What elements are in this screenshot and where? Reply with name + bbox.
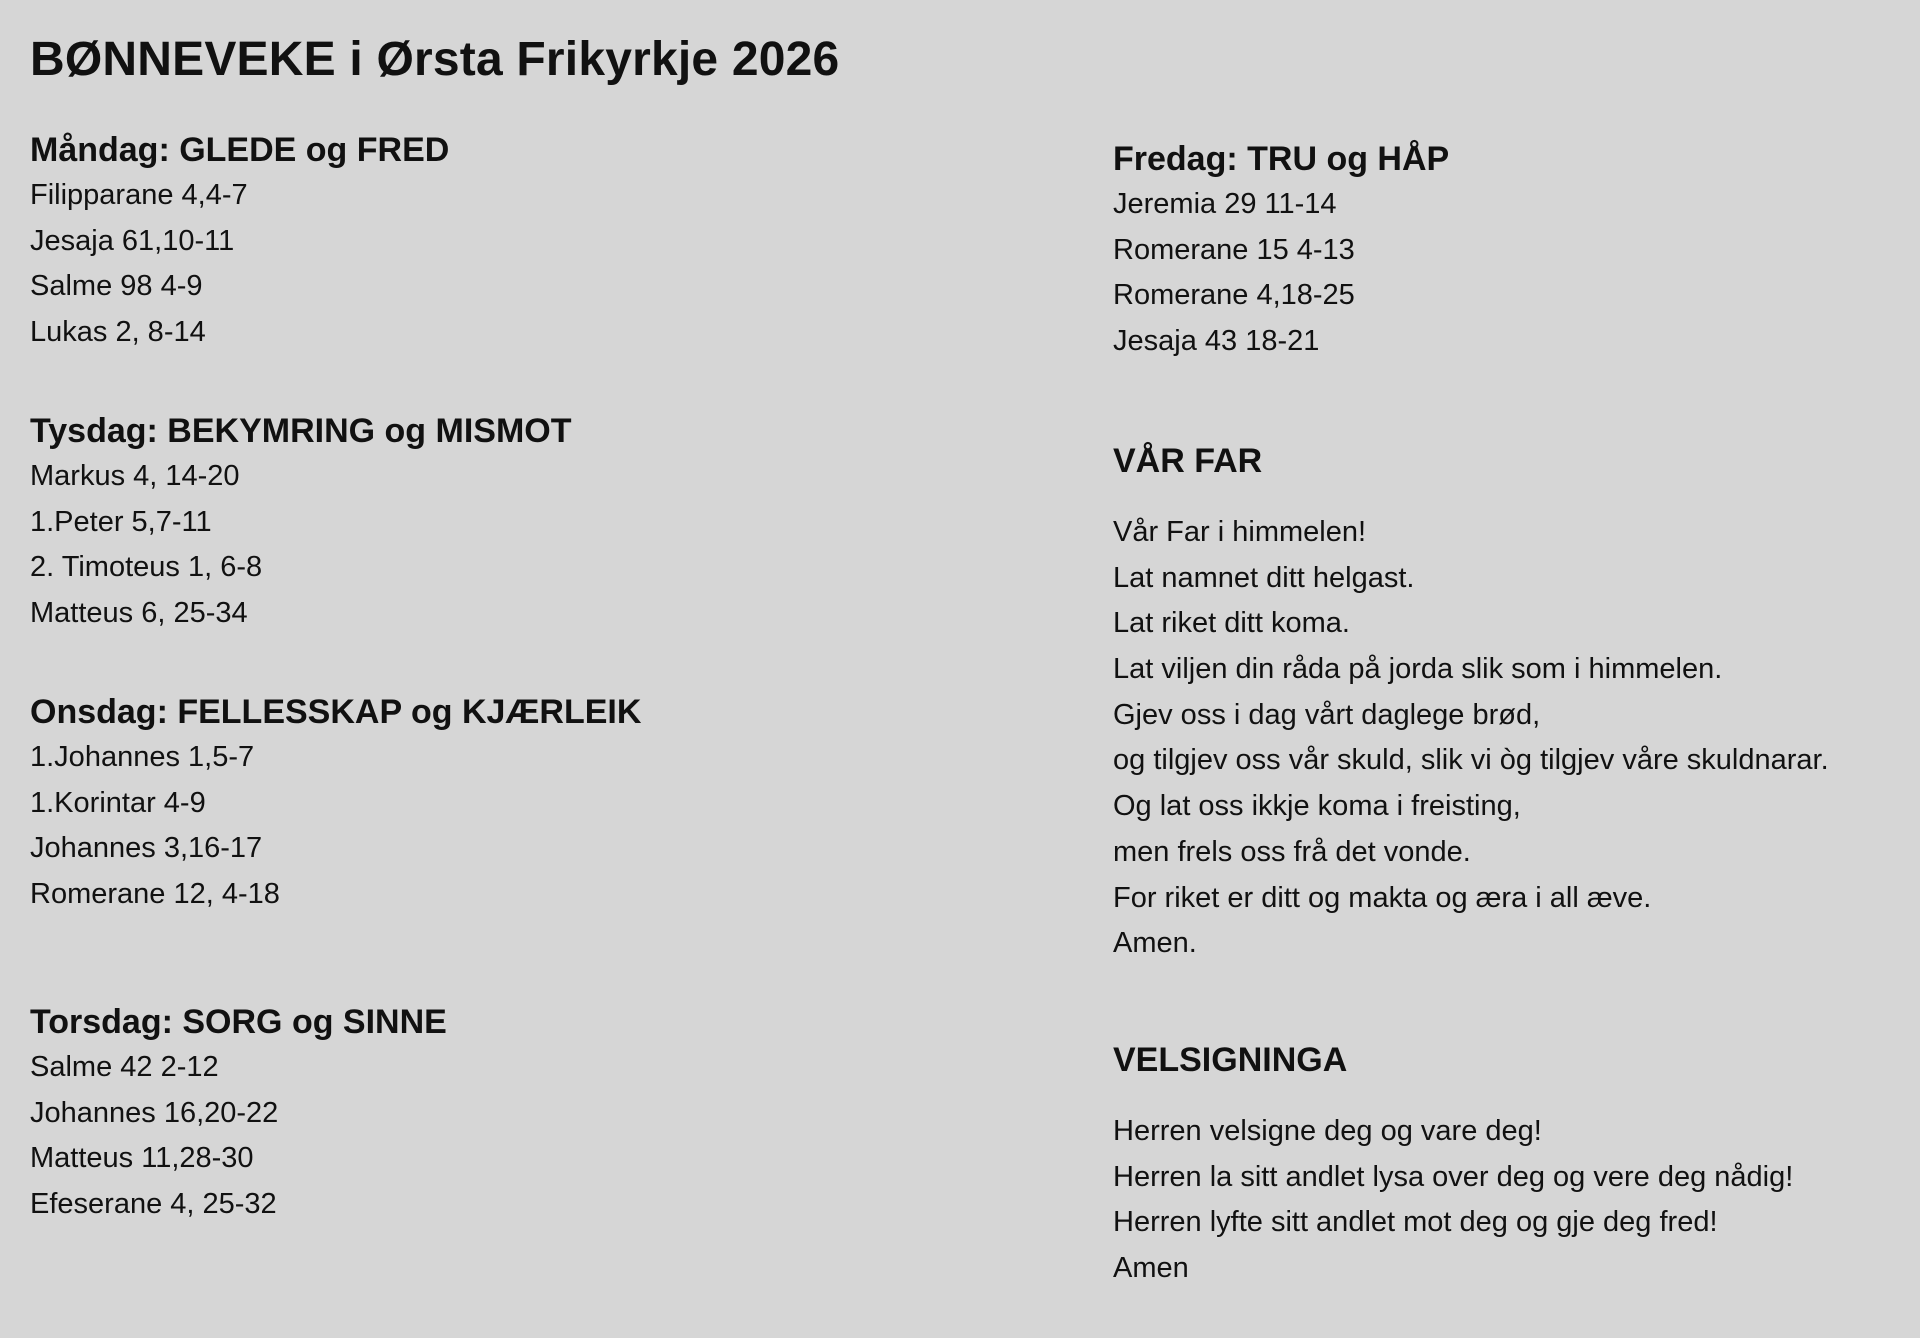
blessing-line: Herren lyfte sitt andlet mot deg og gje deg fred! bbox=[1113, 1206, 1718, 1239]
scripture-reference: Salme 42 2-12 bbox=[30, 1051, 219, 1083]
prayer-line: Amen. bbox=[1113, 927, 1197, 960]
scripture-reference: Jeremia 29 11-14 bbox=[1113, 188, 1337, 220]
day-heading: Onsdag: FELLESSKAP og KJÆRLEIK bbox=[30, 693, 642, 731]
scripture-reference: Matteus 6, 25-34 bbox=[30, 597, 248, 630]
prayer-line: Lat viljen din råda på jorda slik som i himmelen. bbox=[1113, 653, 1723, 686]
day-wednesday bbox=[30, 689, 641, 918]
page-title: BØNNEVEKE i Ørsta Frikyrkje 2026 bbox=[30, 33, 840, 86]
scripture-reference: Johannes 16,20-22 bbox=[30, 1096, 279, 1129]
prayer-line: For riket er ditt og makta og æra i all æve. bbox=[1113, 881, 1652, 914]
scripture-reference: 1.Korintar 4-9 bbox=[30, 786, 206, 819]
scripture-reference: Romerane 4,18-25 bbox=[1113, 279, 1355, 312]
scripture-reference: Lukas 2, 8-14 bbox=[30, 316, 206, 349]
day-heading: Måndag: GLEDE og FRED bbox=[30, 131, 450, 169]
scripture-reference: Jesaja 43 18-21 bbox=[1113, 325, 1320, 358]
prayer-line: Vår Far i himmelen! bbox=[1113, 516, 1367, 548]
scripture-reference: Filipparane 4,4-7 bbox=[30, 179, 248, 211]
scripture-reference: Romerane 12, 4-18 bbox=[30, 878, 280, 911]
day-tuesday bbox=[30, 408, 571, 637]
day-thursday bbox=[30, 999, 447, 1228]
scripture-reference: Matteus 11,28-30 bbox=[30, 1142, 254, 1175]
day-heading: Fredag: TRU og HÅP bbox=[1113, 140, 1450, 178]
scripture-reference: 1.Johannes 1,5-7 bbox=[30, 741, 255, 773]
prayer-line: Gjev oss i dag vårt daglege brød, bbox=[1113, 698, 1541, 731]
scripture-reference: Jesaja 61,10-11 bbox=[30, 224, 235, 257]
blessing-heading: VELSIGNINGA bbox=[1113, 1041, 1348, 1079]
prayer-line: men frels oss frå det vonde. bbox=[1113, 835, 1471, 868]
lords-prayer-section bbox=[1113, 438, 1829, 967]
blessing-section bbox=[1113, 1037, 1793, 1292]
scripture-reference: Markus 4, 14-20 bbox=[30, 460, 240, 492]
day-heading: Torsdag: SORG og SINNE bbox=[30, 1003, 447, 1041]
day-monday bbox=[30, 127, 449, 356]
scripture-reference: Salme 98 4-9 bbox=[30, 270, 203, 303]
scripture-reference: Efeserane 4, 25-32 bbox=[30, 1188, 277, 1221]
lords-prayer-heading: VÅR FAR bbox=[1113, 442, 1263, 480]
day-friday bbox=[1113, 136, 1449, 365]
prayer-line: Og lat oss ikkje koma i freisting, bbox=[1113, 790, 1521, 823]
scripture-reference: Johannes 3,16-17 bbox=[30, 832, 263, 865]
day-heading: Tysdag: BEKYMRING og MISMOT bbox=[30, 412, 572, 450]
scripture-reference: Romerane 15 4-13 bbox=[1113, 233, 1355, 266]
prayer-line: Lat riket ditt koma. bbox=[1113, 607, 1350, 640]
prayer-line: og tilgjev oss vår skuld, slik vi òg tilgjev våre skuldnarar. bbox=[1113, 744, 1829, 777]
prayer-line: Lat namnet ditt helgast. bbox=[1113, 561, 1415, 594]
blessing-line: Amen bbox=[1113, 1252, 1189, 1285]
scripture-reference: 2. Timoteus 1, 6-8 bbox=[30, 551, 263, 584]
blessing-line: Herren velsigne deg og vare deg! bbox=[1113, 1115, 1542, 1147]
scripture-reference: 1.Peter 5,7-11 bbox=[30, 505, 212, 538]
blessing-line: Herren la sitt andlet lysa over deg og vere deg nådig! bbox=[1113, 1160, 1794, 1193]
